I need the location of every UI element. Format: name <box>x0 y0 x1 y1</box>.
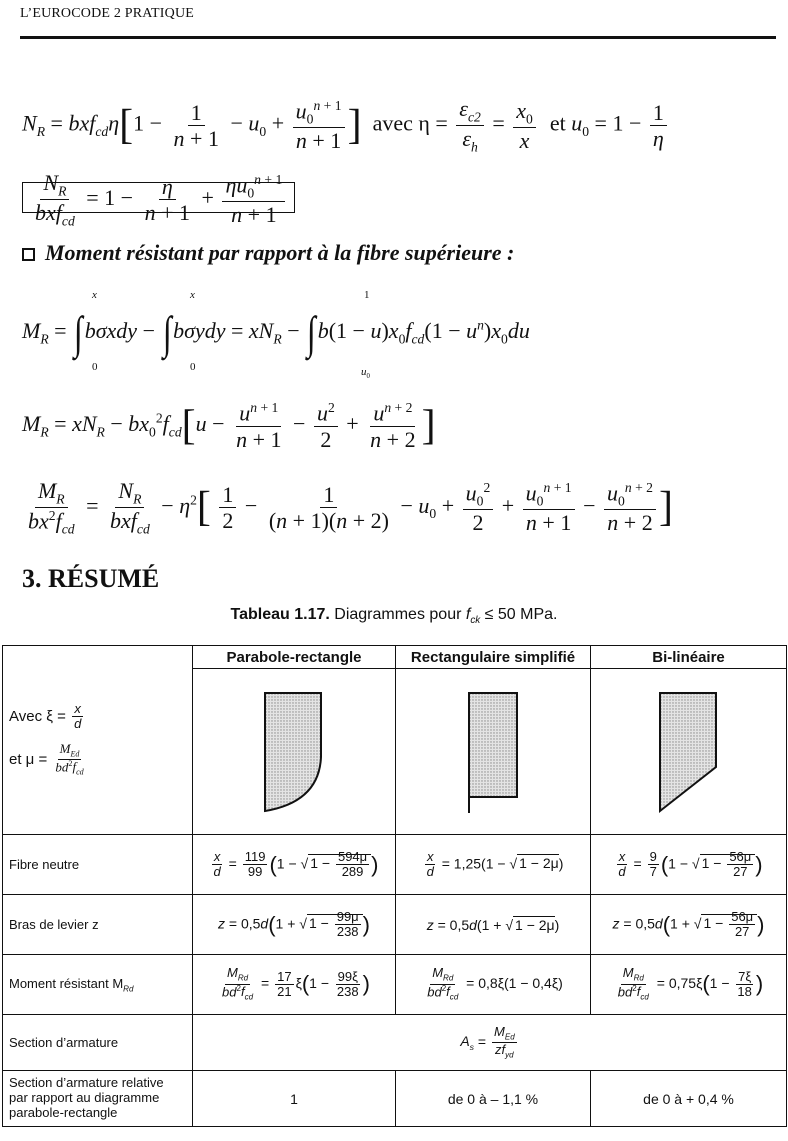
integral-limit: 1 <box>364 289 370 301</box>
header-rule <box>20 36 776 39</box>
formula-cell: $\frac{x}{d}$ = $\frac{119}{99}$ (1 − √ 1 − $\frac{594\mu}{289}$ ) <box>193 835 396 895</box>
integral-limit: $u_0$ <box>361 366 370 381</box>
diagram-cell <box>193 669 396 835</box>
column-header: Rectangulaire simplifié <box>396 646 591 669</box>
section-title: 3. RÉSUMÉ <box>22 564 160 593</box>
formula-cell: $A_s$ = $M_{Ed}$ $zf_{yd}$ <box>193 1015 787 1071</box>
formula-cell: z = 0,5d(1 + √ 1 − $\frac{99\mu}{238}$ ) <box>193 895 396 955</box>
diagram-cell <box>396 669 591 835</box>
equation-mr-expanded: $M_R = xN_R - bx_0^2f_{cd}[u$ − $\frac{u^{n + 1}}{n + 1}$ − $\frac{u^2}{2}$ + $\frac{u^{n + 2}}{n + 2}$ ] <box>22 400 436 452</box>
formula-cell: $M_{Rd}$ $bd^2f_{cd}$ = 0,75ξ(1 − $\frac{7\xi}{18}$ ) <box>591 955 787 1015</box>
formula-cell: $M_{Rd}$ $bd^2f_{cd}$ = 0,8ξ(1 − 0,4ξ) <box>396 955 591 1015</box>
running-header: L’EUROCODE 2 PRATIQUE <box>20 6 195 21</box>
integral-limit: x <box>92 289 97 301</box>
equation-nr: $N_R = bxf_{cd}\eta[1$ − $\frac{1}{n + 1}$ − $u_0$ + $\frac{u_0^{n + 1}}{n + 1}$ ] avec η = $\frac{\varepsilon_{c2}}{\varepsilon_h}$ = $\frac{x_0}{x}$ et $u_0 = 1$ − $\frac{1}{\eta}$ <box>22 96 670 155</box>
diagram-cell <box>591 669 787 835</box>
equation-nr-normalized: $\frac{N_R}{bxf_{cd}}$ = 1 − $\frac{\eta}{n + 1}$ + $\frac{\eta u_0^{n + 1}}{n + 1}$ <box>22 170 295 229</box>
row-label <box>3 895 193 955</box>
caption-label: Tableau 1.17. <box>230 606 330 623</box>
rectangular-diagram <box>463 687 523 817</box>
integral-limit: x <box>190 289 195 301</box>
et-label: et <box>9 750 22 768</box>
bilinear-diagram <box>654 687 724 817</box>
row-label-text: Bras de levier z <box>9 917 99 932</box>
summary-table <box>2 645 787 1127</box>
value-cell: de 0 à + 0,4 % <box>591 1071 787 1127</box>
integral-limit: 0 <box>190 361 196 373</box>
column-header: Parabole-rectangle <box>193 646 396 669</box>
definitions-cell: Avec ξ = $\frac{x}{d}$ et μ = $M_{Ed}$ $bd^2f_{cd}$ <box>3 646 193 835</box>
avec-label: Avec <box>9 707 43 725</box>
formula-cell: z = 0,5d(1 + √ 1 − $\frac{56\mu}{27}$ ) <box>591 895 787 955</box>
value-cell: 1 <box>193 1071 396 1127</box>
row-label-text: Moment résistant M <box>9 975 124 991</box>
row-label: Fibre neutre <box>3 835 193 895</box>
formula-cell: $\frac{x}{d}$ = $\frac{9}{7}$ (1 − √ 1 − $\frac{56\mu}{27}$ ) <box>591 835 787 895</box>
section-heading-text: Moment résistant par rapport à la fibre supérieure : <box>45 240 515 265</box>
caption-text: Diagrammes pour <box>334 606 462 623</box>
formula-cell: $\frac{x}{d}$ = 1,25(1 − √ 1 − 2μ) <box>396 835 591 895</box>
integral-limit: 0 <box>92 361 98 373</box>
table-caption: Tableau 1.17. Diagrammes pour $f_{ck} \le 50$ MPa. <box>230 606 558 627</box>
parabola-rectangle-diagram <box>259 687 329 817</box>
formula-cell: $M_{Rd}$ $bd^2f_{cd}$ = $\frac{17}{21}$ ξ(1 − $\frac{99\xi}{238}$ ) <box>193 955 396 1015</box>
row-label: Section d’armature relative par rapport au diagramme parabole-rectangle <box>3 1071 193 1127</box>
checkbox-icon <box>22 248 35 261</box>
equation-mr-integral: $M_R = \int b\sigma xdy - \int b\sigma ydy = xN_R - \int b(1 - u)x_0f_{cd}(1 - u^n)x_0du$ <box>22 307 530 358</box>
column-header: Bi-linéaire <box>591 646 787 669</box>
section-heading <box>22 240 514 266</box>
formula-cell: z = 0,5d(1 + √ 1 − 2μ) <box>396 895 591 955</box>
row-label: Moment résistant $M_{Rd}$ <box>3 955 193 1015</box>
row-label: Section d’armature <box>3 1015 193 1071</box>
value-cell: de 0 à – 1,1 % <box>396 1071 591 1127</box>
equation-mr-normalized: $\frac{M_R}{bx^2f_{cd}}$ = $\frac{N_R}{bxf_{cd}}$ − $\eta^2$[ $\frac{1}{2}$ − $\frac{1}{(n + 1)(n + 2)}$ − $u_0$ + $\frac{u_0^2}{2}$ + $\frac{u_0^{n + 1}}{n + 1}$ − $\frac{u_0^{n + 2}}{n + 2}$ ] <box>28 478 673 537</box>
